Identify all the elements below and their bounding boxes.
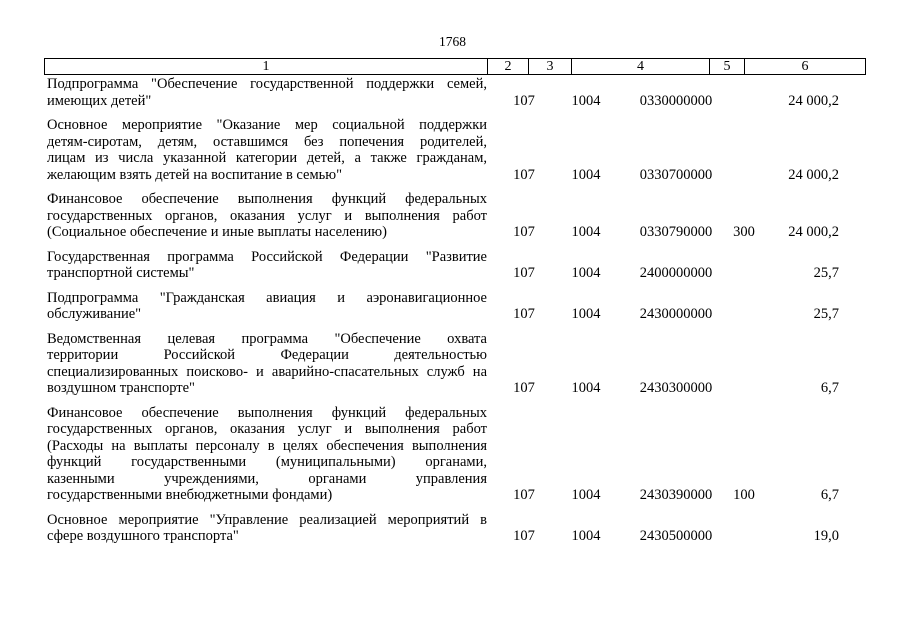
- ministry-code: 107: [513, 380, 535, 396]
- column-header-table: [44, 58, 866, 75]
- description-line: специализированных поисково- и аварийно-спасательных служб на: [47, 363, 487, 380]
- ministry-code: 107: [513, 224, 535, 240]
- amount: 6,7: [820, 380, 839, 396]
- target-article-code: 0330000000: [639, 92, 713, 109]
- column-header-2: 2: [488, 59, 529, 75]
- row-description: [44, 191, 487, 241]
- amount: 25,7: [813, 306, 839, 322]
- description-line: функций государственными (муниципальными) органами,: [47, 454, 487, 470]
- target-article-code: 2400000000: [639, 265, 713, 281]
- section-code: 1004: [571, 380, 601, 396]
- row-description: [44, 331, 487, 397]
- ministry-code: 107: [513, 265, 535, 281]
- table-row: [44, 331, 865, 397]
- section-code: 1004: [571, 528, 601, 544]
- amount: 19,0: [813, 528, 839, 544]
- amount: 25,7: [813, 265, 839, 281]
- target-article-code: 2430390000: [639, 487, 713, 503]
- description-line: транспортной системы": [47, 265, 195, 281]
- page-number: 1768: [439, 34, 466, 49]
- row-description: [44, 290, 487, 323]
- description-line: желающим взять детей на воспитание в семью": [47, 166, 343, 183]
- section-code: 1004: [571, 306, 601, 322]
- column-header-1: 1: [45, 59, 488, 75]
- row-description: [44, 117, 487, 183]
- section-code: 1004: [571, 487, 601, 503]
- target-article-code: 0330700000: [639, 166, 713, 183]
- description-line: Государственная программа Российской Федерации "Развитие: [47, 248, 487, 265]
- budget-rows: [44, 76, 865, 553]
- description-line: Основное мероприятие "Оказание мер социальной поддержки: [47, 117, 487, 133]
- description-line: государственными внебюджетными фондами): [47, 487, 333, 503]
- description-line: территории Российской Федерации деятельностью: [47, 347, 487, 363]
- amount: 24 000,2: [788, 224, 839, 240]
- amount: 6,7: [820, 487, 839, 503]
- section-code: 1004: [571, 92, 601, 109]
- description-line: Подпрограмма "Гражданская авиация и аэронавигационное: [47, 289, 487, 306]
- column-header-4: 4: [572, 59, 710, 75]
- table-row: [44, 512, 865, 545]
- description-line: государственных органов, оказания услуг и выполнения работ: [47, 207, 487, 224]
- ministry-code: 107: [513, 92, 535, 109]
- column-header-3: 3: [529, 59, 572, 75]
- table-row: [44, 191, 865, 241]
- amount: 24 000,2: [788, 92, 839, 109]
- table-row: [44, 405, 865, 504]
- table-row: [44, 117, 865, 183]
- row-description: [44, 405, 487, 504]
- description-line: детям-сиротам, детям, оставшимся без попечения родителей,: [47, 133, 487, 150]
- description-line: (Расходы на выплаты персоналу в целях обеспечения выполнения: [47, 437, 487, 454]
- table-row: [44, 249, 865, 282]
- target-article-code: 2430500000: [639, 528, 713, 544]
- ministry-code: 107: [513, 487, 535, 503]
- target-article-code: 2430000000: [639, 306, 713, 322]
- description-line: Финансовое обеспечение выполнения функций федеральных: [47, 191, 487, 207]
- section-code: 1004: [571, 166, 601, 183]
- table-row: [44, 76, 865, 109]
- description-line: Финансовое обеспечение выполнения функций федеральных: [47, 404, 487, 421]
- section-code: 1004: [571, 265, 601, 281]
- row-description: [44, 76, 487, 109]
- expense-type-code: 300: [733, 224, 755, 240]
- amount: 24 000,2: [788, 166, 839, 183]
- description-line: Ведомственная целевая программа "Обеспечение охвата: [47, 330, 487, 347]
- ministry-code: 107: [513, 166, 535, 183]
- row-description: [44, 249, 487, 282]
- ministry-code: 107: [513, 306, 535, 322]
- column-header-6: 6: [745, 59, 866, 75]
- description-line: государственных органов, оказания услуг и выполнения работ: [47, 421, 487, 437]
- description-line: воздушном транспорте": [47, 380, 195, 396]
- target-article-code: 0330790000: [639, 224, 713, 240]
- column-header-5: 5: [710, 59, 745, 75]
- description-line: казенными учреждениями, органами управления: [47, 470, 487, 487]
- description-line: обслуживание": [47, 306, 142, 322]
- ministry-code: 107: [513, 528, 535, 544]
- description-line: имеющих детей": [47, 92, 152, 109]
- section-code: 1004: [571, 224, 601, 240]
- description-line: (Социальное обеспечение и иные выплаты населению): [47, 224, 387, 240]
- description-line: сфере воздушного транспорта": [47, 528, 239, 544]
- description-line: Подпрограмма "Обеспечение государственной поддержки семей,: [47, 76, 487, 92]
- row-description: [44, 512, 487, 545]
- column-header-row: [45, 59, 866, 75]
- expense-type-code: 100: [733, 487, 755, 503]
- description-line: лицам из числа указанной категории детей, а также гражданам,: [47, 150, 487, 166]
- target-article-code: 2430300000: [639, 380, 713, 396]
- description-line: Основное мероприятие "Управление реализацией мероприятий в: [47, 511, 487, 528]
- table-row: [44, 290, 865, 323]
